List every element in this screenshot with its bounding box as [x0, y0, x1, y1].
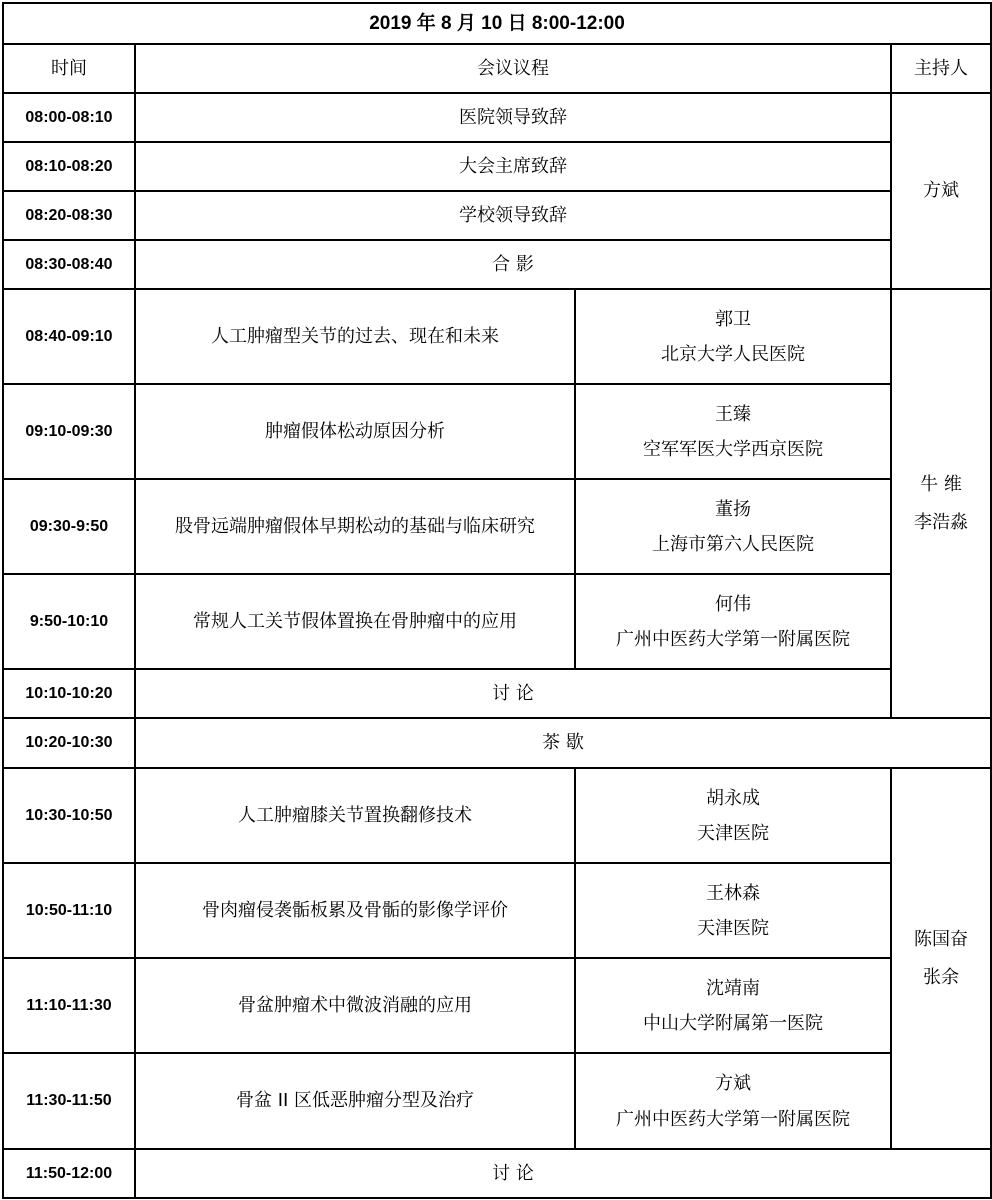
speaker-org: 北京大学人民医院	[661, 344, 805, 366]
speaker-org: 空军军医大学西京医院	[643, 439, 823, 461]
topic-text: 合 影	[492, 253, 534, 275]
grid-line	[2, 1197, 992, 1199]
speaker-org: 天津医院	[697, 918, 769, 940]
time-cell	[4, 575, 134, 668]
header-agenda-label: 会议议程	[477, 57, 549, 79]
topic-cell	[136, 1150, 890, 1197]
time-value: 08:40-09:10	[25, 327, 113, 345]
speaker-name: 何伟	[715, 593, 751, 615]
topic-text: 骨盆肿瘤术中微波消融的应用	[238, 994, 472, 1016]
time-cell	[4, 480, 134, 573]
header-host-label: 主持人	[914, 57, 968, 79]
time-cell	[4, 385, 134, 478]
time-value: 08:20-08:30	[25, 206, 113, 224]
schedule-title	[4, 4, 990, 43]
host-cell	[892, 290, 990, 717]
topic-text: 讨 论	[492, 682, 534, 704]
time-value: 9:50-10:10	[29, 612, 109, 630]
time-cell	[4, 864, 134, 957]
speaker-name: 王臻	[715, 403, 751, 425]
speaker-name: 王林森	[706, 882, 760, 904]
topic-text: 骨盆 II 区低恶肿瘤分型及治疗	[235, 1090, 475, 1111]
speaker-org: 上海市第六人民医院	[652, 534, 814, 556]
time-cell	[4, 290, 134, 383]
time-value: 09:30-9:50	[29, 517, 109, 535]
speaker-cell	[576, 385, 890, 478]
header-time	[4, 45, 134, 92]
time-cell	[4, 241, 134, 288]
speaker-cell	[576, 575, 890, 668]
topic-text: 骨肉瘤侵袭骺板累及骨骺的影像学评价	[202, 899, 508, 921]
topic-text: 医院领导致辞	[459, 106, 567, 128]
time-value: 10:50-11:10	[25, 901, 113, 919]
header-agenda	[136, 45, 890, 92]
topic-text: 肿瘤假体松动原因分析	[265, 420, 445, 442]
topic-text: 常规人工关节假体置换在骨肿瘤中的应用	[193, 610, 517, 632]
speaker-name: 方斌	[715, 1073, 751, 1094]
time-value: 10:30-10:50	[25, 806, 113, 824]
time-cell	[4, 1054, 134, 1148]
topic-cell	[136, 290, 574, 383]
time-value: 11:50-12:00	[25, 1164, 113, 1182]
time-value: 11:30-11:50	[26, 1092, 112, 1109]
time-cell	[4, 719, 134, 767]
time-cell	[4, 769, 134, 862]
speaker-name: 董扬	[715, 498, 751, 520]
header-host	[892, 45, 990, 92]
topic-cell	[136, 864, 574, 957]
topic-cell	[136, 241, 890, 288]
topic-cell	[136, 94, 890, 141]
host-cell	[892, 769, 990, 1148]
topic-cell	[136, 143, 890, 190]
speaker-org: 广州中医药大学第一附属医院	[616, 1109, 850, 1130]
speaker-org: 天津医院	[697, 823, 769, 845]
time-cell	[4, 143, 134, 190]
time-value: 10:20-10:30	[25, 734, 113, 751]
speaker-cell	[576, 1054, 890, 1148]
speaker-cell	[576, 480, 890, 573]
topic-text: 大会主席致辞	[459, 155, 567, 177]
topic-cell	[136, 959, 574, 1052]
host-name: 李浩淼	[914, 511, 968, 533]
speaker-cell	[576, 290, 890, 383]
speaker-cell	[576, 769, 890, 862]
topic-cell	[136, 480, 574, 573]
speaker-name: 郭卫	[715, 308, 751, 330]
time-cell	[4, 670, 134, 717]
title-text: 2019 年 8 月 10 日 8:00-12:00	[369, 13, 625, 34]
time-value: 08:30-08:40	[25, 255, 113, 273]
speaker-name: 胡永成	[706, 787, 760, 809]
speaker-name: 沈靖南	[706, 977, 760, 999]
topic-cell	[136, 719, 990, 767]
topic-cell	[136, 769, 574, 862]
topic-text: 学校领导致辞	[459, 204, 567, 226]
host-name: 方斌	[923, 180, 959, 201]
host-cell	[892, 94, 990, 288]
time-value: 10:10-10:20	[25, 684, 113, 702]
time-value: 09:10-09:30	[25, 422, 113, 440]
topic-cell	[136, 1054, 574, 1148]
time-value: 08:10-08:20	[25, 157, 113, 175]
topic-cell	[136, 670, 890, 717]
speaker-cell	[576, 959, 890, 1052]
host-name: 牛 维	[920, 473, 962, 495]
host-name: 陈国奋	[914, 928, 968, 950]
topic-cell	[136, 575, 574, 668]
time-cell	[4, 94, 134, 141]
topic-cell	[136, 385, 574, 478]
header-time-label: 时间	[51, 57, 87, 79]
topic-text: 人工肿瘤膝关节置换翻修技术	[238, 804, 472, 826]
time-value: 08:00-08:10	[25, 108, 113, 126]
topic-text: 茶 歇	[542, 732, 584, 753]
topic-text: 人工肿瘤型关节的过去、现在和未来	[211, 325, 499, 347]
host-name: 张余	[923, 966, 959, 988]
time-value: 11:10-11:30	[26, 996, 112, 1014]
time-cell	[4, 192, 134, 239]
speaker-org: 中山大学附属第一医院	[643, 1013, 823, 1035]
topic-text: 讨 论	[492, 1162, 534, 1184]
speaker-cell	[576, 864, 890, 957]
speaker-org: 广州中医药大学第一附属医院	[616, 629, 850, 651]
topic-text: 股骨远端肿瘤假体早期松动的基础与临床研究	[175, 515, 535, 537]
time-cell	[4, 959, 134, 1052]
time-cell	[4, 1150, 134, 1197]
topic-cell	[136, 192, 890, 239]
